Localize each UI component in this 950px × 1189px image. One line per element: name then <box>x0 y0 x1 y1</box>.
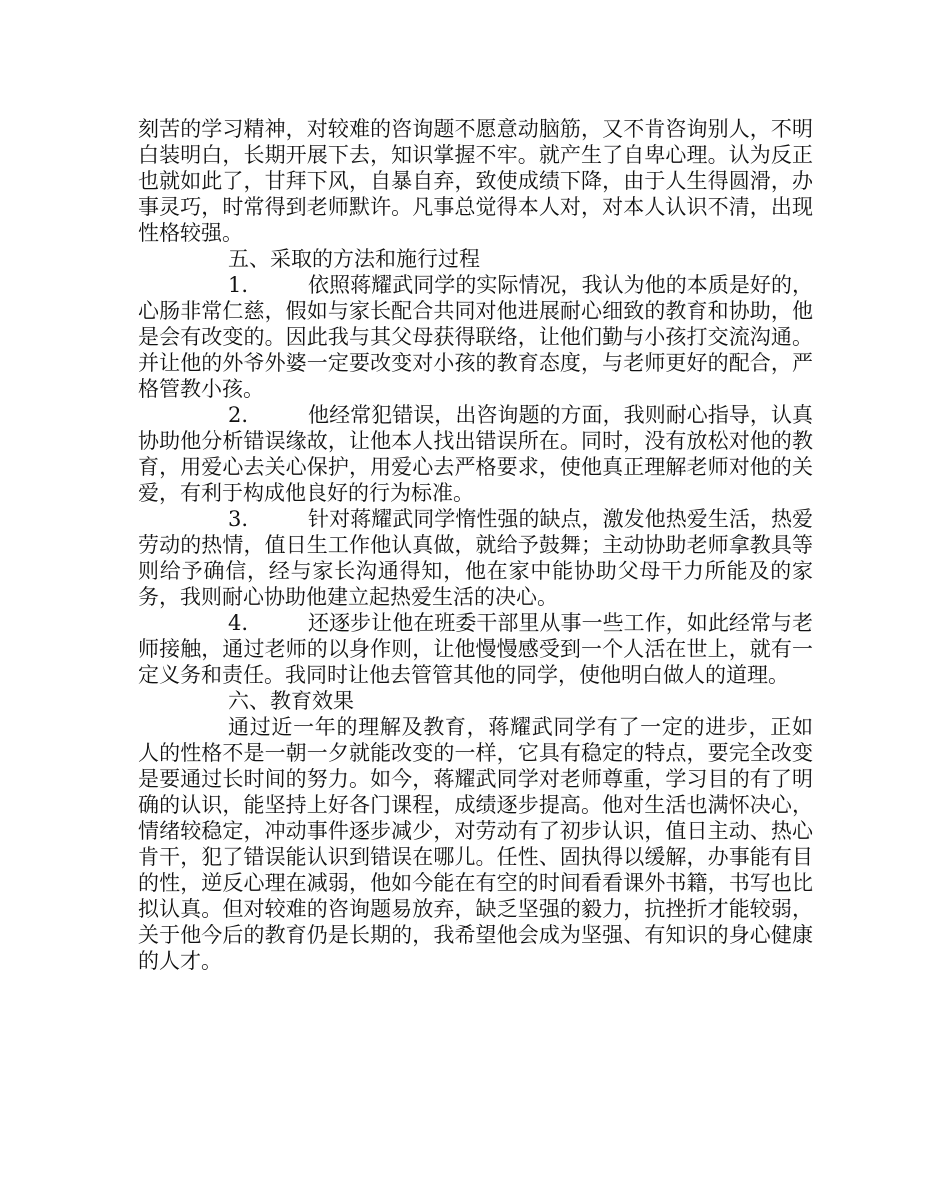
list-item-number: 4. <box>228 611 249 635</box>
document-page <box>138 116 813 974</box>
paragraph-intro: 刻苦的学习精神，对较难的咨询题不愿意动脑筋，又不肯咨询别人，不明白装明白，长期开展下去，知识掌握不牢。就产生了自卑心理。认为反正也就如此了，甘拜下风，自暴自弃，致使成绩下降，由于人生得圆滑，办事灵巧，时常得到老师默许。凡事总觉得本人对，对本人认识不清，出现性格较强。 <box>138 117 813 245</box>
list-item-number: 3. <box>228 507 249 531</box>
paragraph-results: 通过近一年的理解及教育，蒋耀武同学有了一定的进步，正如人的性格不是一朝一夕就能改变的一样，它具有稳定的特点，要完全改变是要通过长时间的努力。如今，蒋耀武同学对老师尊重，学习目的有了明确的认识，能坚持上好各门课程，成绩逐步提高。他对生活也满怀决心，情绪较稳定，冲动事件逐步减少，对劳动有了初步认识，值日主动、热心肯干，犯了错误能认识到错误在哪儿。任性、固执得以缓解，办事能有目的性，逆反心理在减弱，他如今能在有空的时间看看课外书籍，书写也比拟认真。但对较难的咨询题易放弃，缺乏坚强的毅力，抗挫折才能较弱，关于他今后的教育仍是长期的，我希望他会成为坚强、有知识的身心健康的人才。 <box>138 715 813 973</box>
list-item-text: 依照蒋耀武同学的实际情况，我认为他的本质是好的，心肠非常仁慈，假如与家长配合共同对他进展耐心细致的教育和协助，他是会有改变的。因此我与其父母获得联络，让他们勤与小孩打交流沟通。并让他的外爷外婆一定要改变对小孩的教育态度，与老师更好的配合，严格管教小孩。 <box>138 273 813 401</box>
list-item-3 <box>138 506 813 610</box>
list-item-number: 2. <box>228 403 249 427</box>
list-item-text: 还逐步让他在班委干部里从事一些工作，如此经常与老师接触，通过老师的以身作则，让他慢慢感受到一个人活在世上，就有一定义务和责任。我同时让他去管管其他的同学，使他明白做人的道理。 <box>138 611 813 687</box>
list-item-number: 1. <box>228 273 249 297</box>
list-item-text: 针对蒋耀武同学惰性强的缺点，激发他热爱生活，热爱劳动的热情，值日生工作他认真做，就给予鼓舞；主动协助老师拿教具等则给予确信，经与家长沟通得知，他在家中能协助父母干力所能及的家务，我则耐心协助他建立起热爱生活的决心。 <box>138 507 813 609</box>
section-heading-methods: 五、采取的方法和施行过程 <box>228 247 480 271</box>
list-item-4 <box>138 610 813 688</box>
list-item-2 <box>138 402 813 506</box>
section-heading-results: 六、教育效果 <box>228 689 354 713</box>
list-item-1 <box>138 272 813 402</box>
list-item-text: 他经常犯错误，出咨询题的方面，我则耐心指导，认真协助他分析错误缘故，让他本人找出错误所在。同时，没有放松对他的教育，用爱心去关心保护，用爱心去严格要求，使他真正理解老师对他的关爱，有利于构成他良好的行为标准。 <box>138 403 813 505</box>
